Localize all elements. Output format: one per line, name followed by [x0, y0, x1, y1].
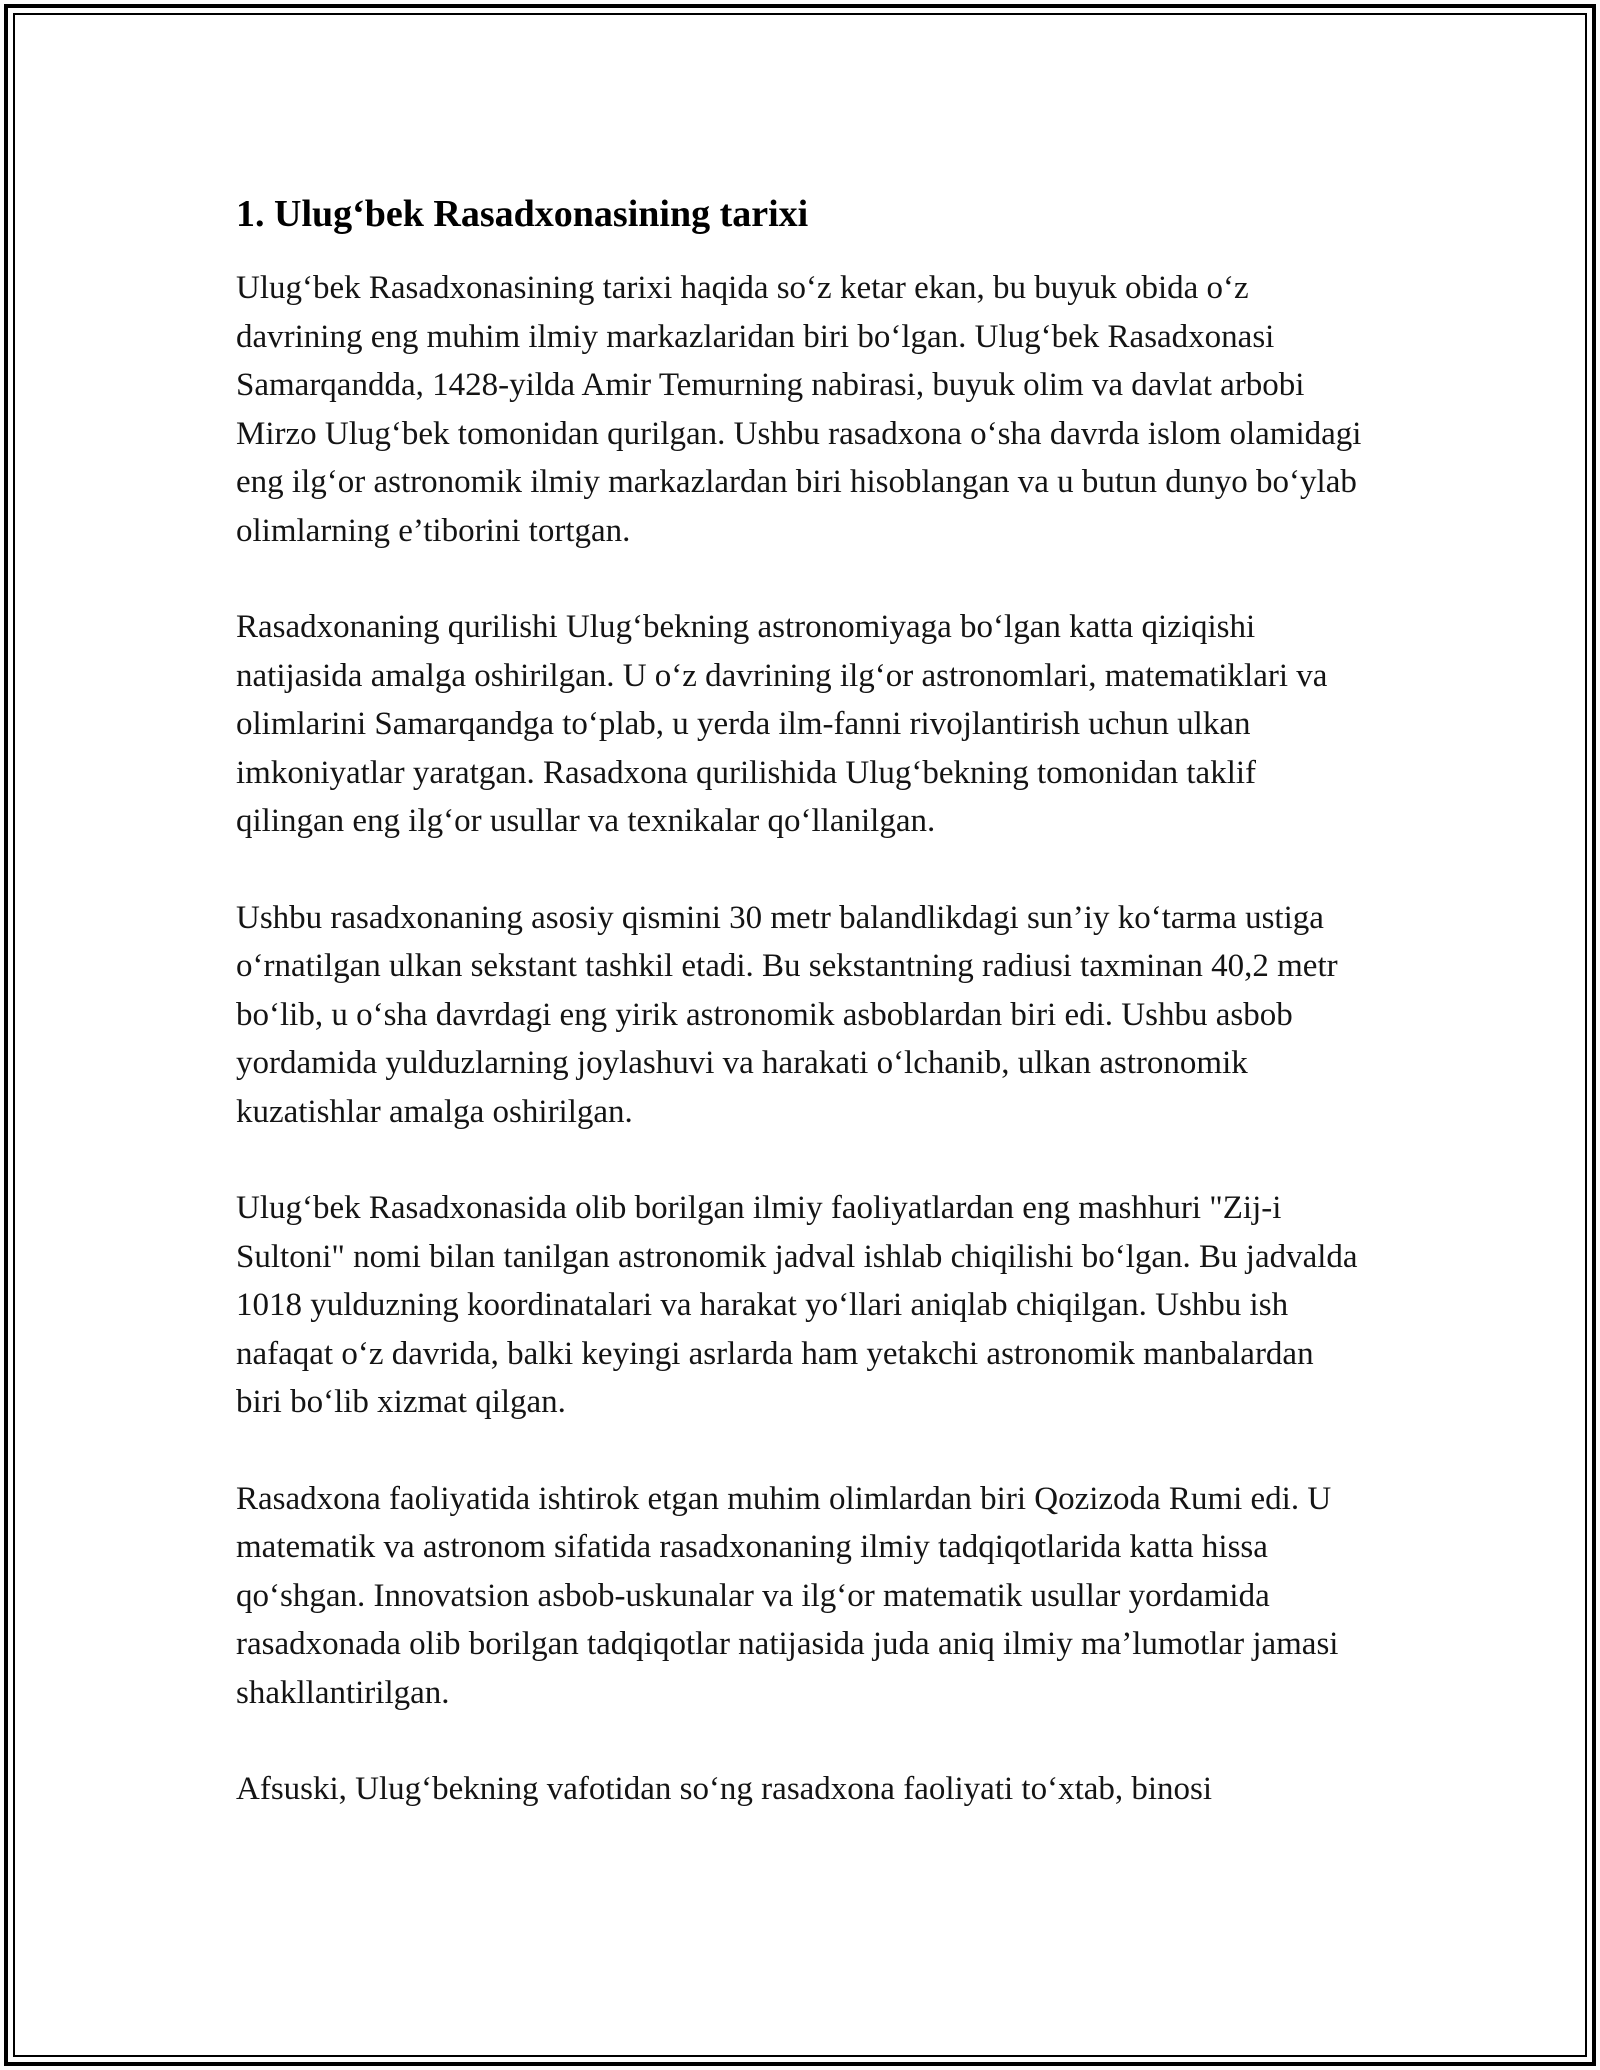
document-body	[236, 190, 1366, 1862]
paragraph-3: Ushbu rasadxonaning asosiy qismini 30 metr balandlikdagi sun’iy ko‘tarma ustiga o‘rnatilgan ulkan sekstant tashkil etadi. Bu sekstantning radiusi taxminan 40,2 metr bo‘lib, u o‘sha davrdagi eng yirik astronomik asboblardan biri edi. Ushbu asbob yordamida yulduzlarning joylashuvi va harakati o‘lchanib, ulkan astronomik kuzatishlar amalga oshirilgan.	[236, 899, 1338, 1130]
paragraph-1: Ulug‘bek Rasadxonasining tarixi haqida so‘z ketar ekan, bu buyuk obida o‘z davrining eng muhim ilmiy markazlaridan biri bo‘lgan. Ulug‘bek Rasadxonasi Samarqandda, 1428-yilda Amir Temurning nabirasi, buyuk olim va davlat arbobi Mirzo Ulug‘bek tomonidan qurilgan. Ushbu rasadxona o‘sha davrda islom olamidagi eng ilg‘or astronomik ilmiy markazlardan biri hisoblangan va u butun dunyo bo‘ylab olimlarning e’tiborini tortgan.	[236, 270, 1362, 549]
section-heading: 1. Ulug‘bek Rasadxonasining tarixi	[236, 193, 809, 235]
paragraph-6: Afsuski, Ulug‘bekning vafotidan so‘ng rasadxona faoliyati to‘xtab, binosi	[236, 1771, 1213, 1807]
paragraph-2: Rasadxonaning qurilishi Ulug‘bekning astronomiyaga bo‘lgan katta qiziqishi natijasida amalga oshirilgan. U o‘z davrining ilg‘or astronomlari, matematiklari va olimlarini Samarqandga to‘plab, u yerda ilm-fanni rivojlantirish uchun ulkan imkoniyatlar yaratgan. Rasadxona qurilishida Ulug‘bekning tomonidan taklif qilingan eng ilg‘or usullar va texnikalar qo‘llanilgan.	[236, 609, 1328, 839]
paragraph-4: Ulug‘bek Rasadxonasida olib borilgan ilmiy faoliyatlardan eng mashhuri "Zij-i Sultoni" nomi bilan tanilgan astronomik jadval ishlab chiqilishi bo‘lgan. Bu jadvalda 1018 yulduzning koordinatalari va harakat yo‘llari aniqlab chiqilgan. Ushbu ish nafaqat o‘z davrida, balki keyingi asrlarda ham yetakchi astronomik manbalardan biri bo‘lib xizmat qilgan.	[236, 1190, 1358, 1420]
paragraph-5: Rasadxona faoliyatida ishtirok etgan muhim olimlardan biri Qozizoda Rumi edi. U matematik va astronom sifatida rasadxonaning ilmiy tadqiqotlarida katta hissa qo‘shgan. Innovatsion asbob-uskunalar va ilg‘or matematik usullar yordamida rasadxonada olib borilgan tadqiqotlar natijasida juda aniq ilmiy ma’lumotlar jamasi shakllantirilgan.	[236, 1480, 1339, 1711]
